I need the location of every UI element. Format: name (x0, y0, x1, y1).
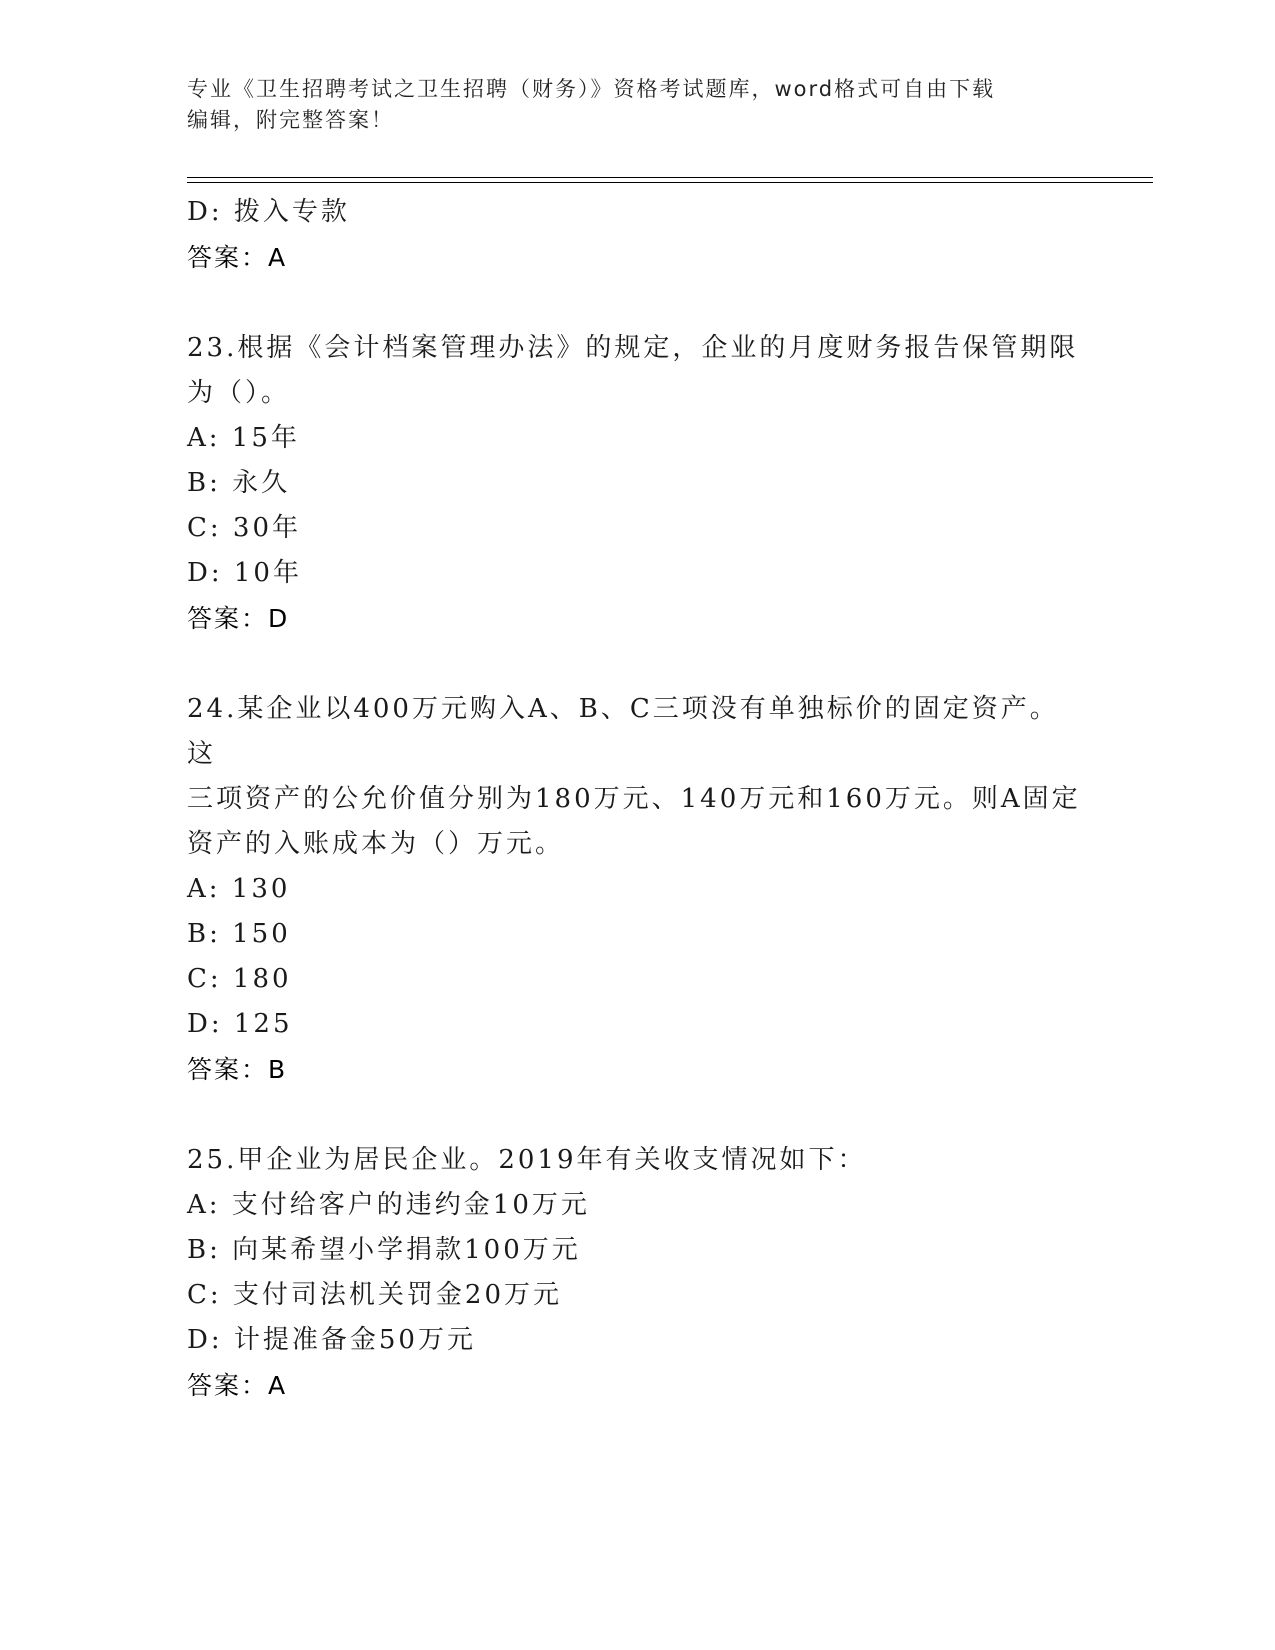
question-text-line: 23.根据《会计档案管理办法》的规定，企业的月度财务报告保管期限 (187, 333, 1079, 363)
spacer (187, 280, 1087, 326)
answer-line: 答案：A (187, 243, 288, 272)
option-d: D: 10年 (187, 558, 302, 588)
question-23 (187, 326, 1087, 641)
option-a: A: 15年 (187, 423, 300, 453)
answer-line: 答案：D (187, 604, 290, 633)
question-text-line: 资产的入账成本为（）万元。 (187, 829, 565, 859)
header-rule-top (187, 177, 1153, 178)
option-d: D: 125 (187, 1009, 293, 1039)
option-a: A: 130 (187, 874, 291, 904)
option-c: C: 支付司法机关罚金20万元 (187, 1280, 563, 1310)
question-content (187, 190, 1087, 1408)
spacer (187, 1092, 1087, 1138)
option-b: B: 向某希望小学捐款100万元 (187, 1235, 581, 1265)
answer-line: 答案：B (187, 1055, 288, 1084)
option-d: D: 计提准备金50万元 (187, 1325, 476, 1355)
option-b: B: 150 (187, 919, 291, 949)
previous-question-tail (187, 190, 1087, 280)
question-text-line: 25.甲企业为居民企业。2019年有关收支情况如下： (187, 1145, 867, 1175)
question-text-line: 24.某企业以400万元购入A、B、C三项没有单独标价的固定资产。这 (187, 694, 1059, 769)
option-b: B: 永久 (187, 468, 291, 498)
option-c: C: 180 (187, 964, 292, 994)
header-line-2: 编辑，附完整答案！ (187, 108, 394, 132)
option-d: D: 拨入专款 (187, 197, 350, 227)
spacer (187, 641, 1087, 687)
question-text-line: 为（）。 (187, 378, 291, 408)
header-rule-bottom (187, 182, 1153, 183)
header-line-1: 专业《卫生招聘考试之卫生招聘（财务）》资格考试题库，word格式可自由下载 (187, 77, 996, 101)
question-text-line: 三项资产的公允价值分别为180万元、140万元和160万元。则A固定 (187, 784, 1081, 814)
answer-line: 答案：A (187, 1371, 288, 1400)
option-c: C: 30年 (187, 513, 302, 543)
question-25 (187, 1138, 1087, 1408)
question-24 (187, 687, 1087, 1092)
document-header (187, 74, 1077, 136)
option-a: A: 支付给客户的违约金10万元 (187, 1190, 590, 1220)
